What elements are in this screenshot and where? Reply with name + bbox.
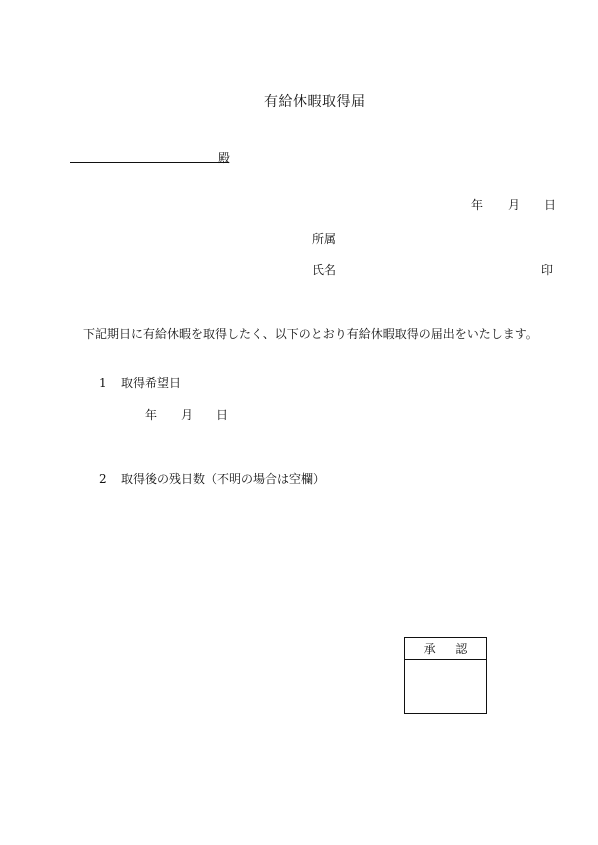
item-1-number: 1: [99, 376, 107, 390]
addressee-suffix: 殿: [218, 151, 231, 165]
name-label: 氏名: [312, 263, 337, 277]
approval-label: 承 認: [423, 642, 476, 656]
approval-header: [405, 638, 486, 660]
item-2-label: 取得後の残日数（不明の場合は空欄）: [121, 472, 326, 486]
date-month: 月: [508, 198, 521, 212]
item-1-date-day: 日: [216, 408, 229, 422]
addressee-line: [70, 162, 229, 163]
affiliation-label: 所属: [312, 232, 337, 246]
approval-stamp-area: [405, 660, 486, 713]
document-title: 有給休暇取得届: [264, 94, 366, 110]
approval-box: [404, 637, 487, 714]
date-year: 年: [471, 198, 484, 212]
item-2-number: 2: [99, 472, 107, 486]
item-1-date-year: 年: [145, 408, 158, 422]
item-1-date-month: 月: [181, 408, 194, 422]
date-day: 日: [544, 198, 557, 212]
intro-text: 下記期日に有給休暇を取得したく、以下のとおり有給休暇取得の届出をいたします。: [83, 327, 538, 341]
seal-label: 印: [541, 263, 554, 277]
item-1-label: 取得希望日: [121, 376, 182, 390]
